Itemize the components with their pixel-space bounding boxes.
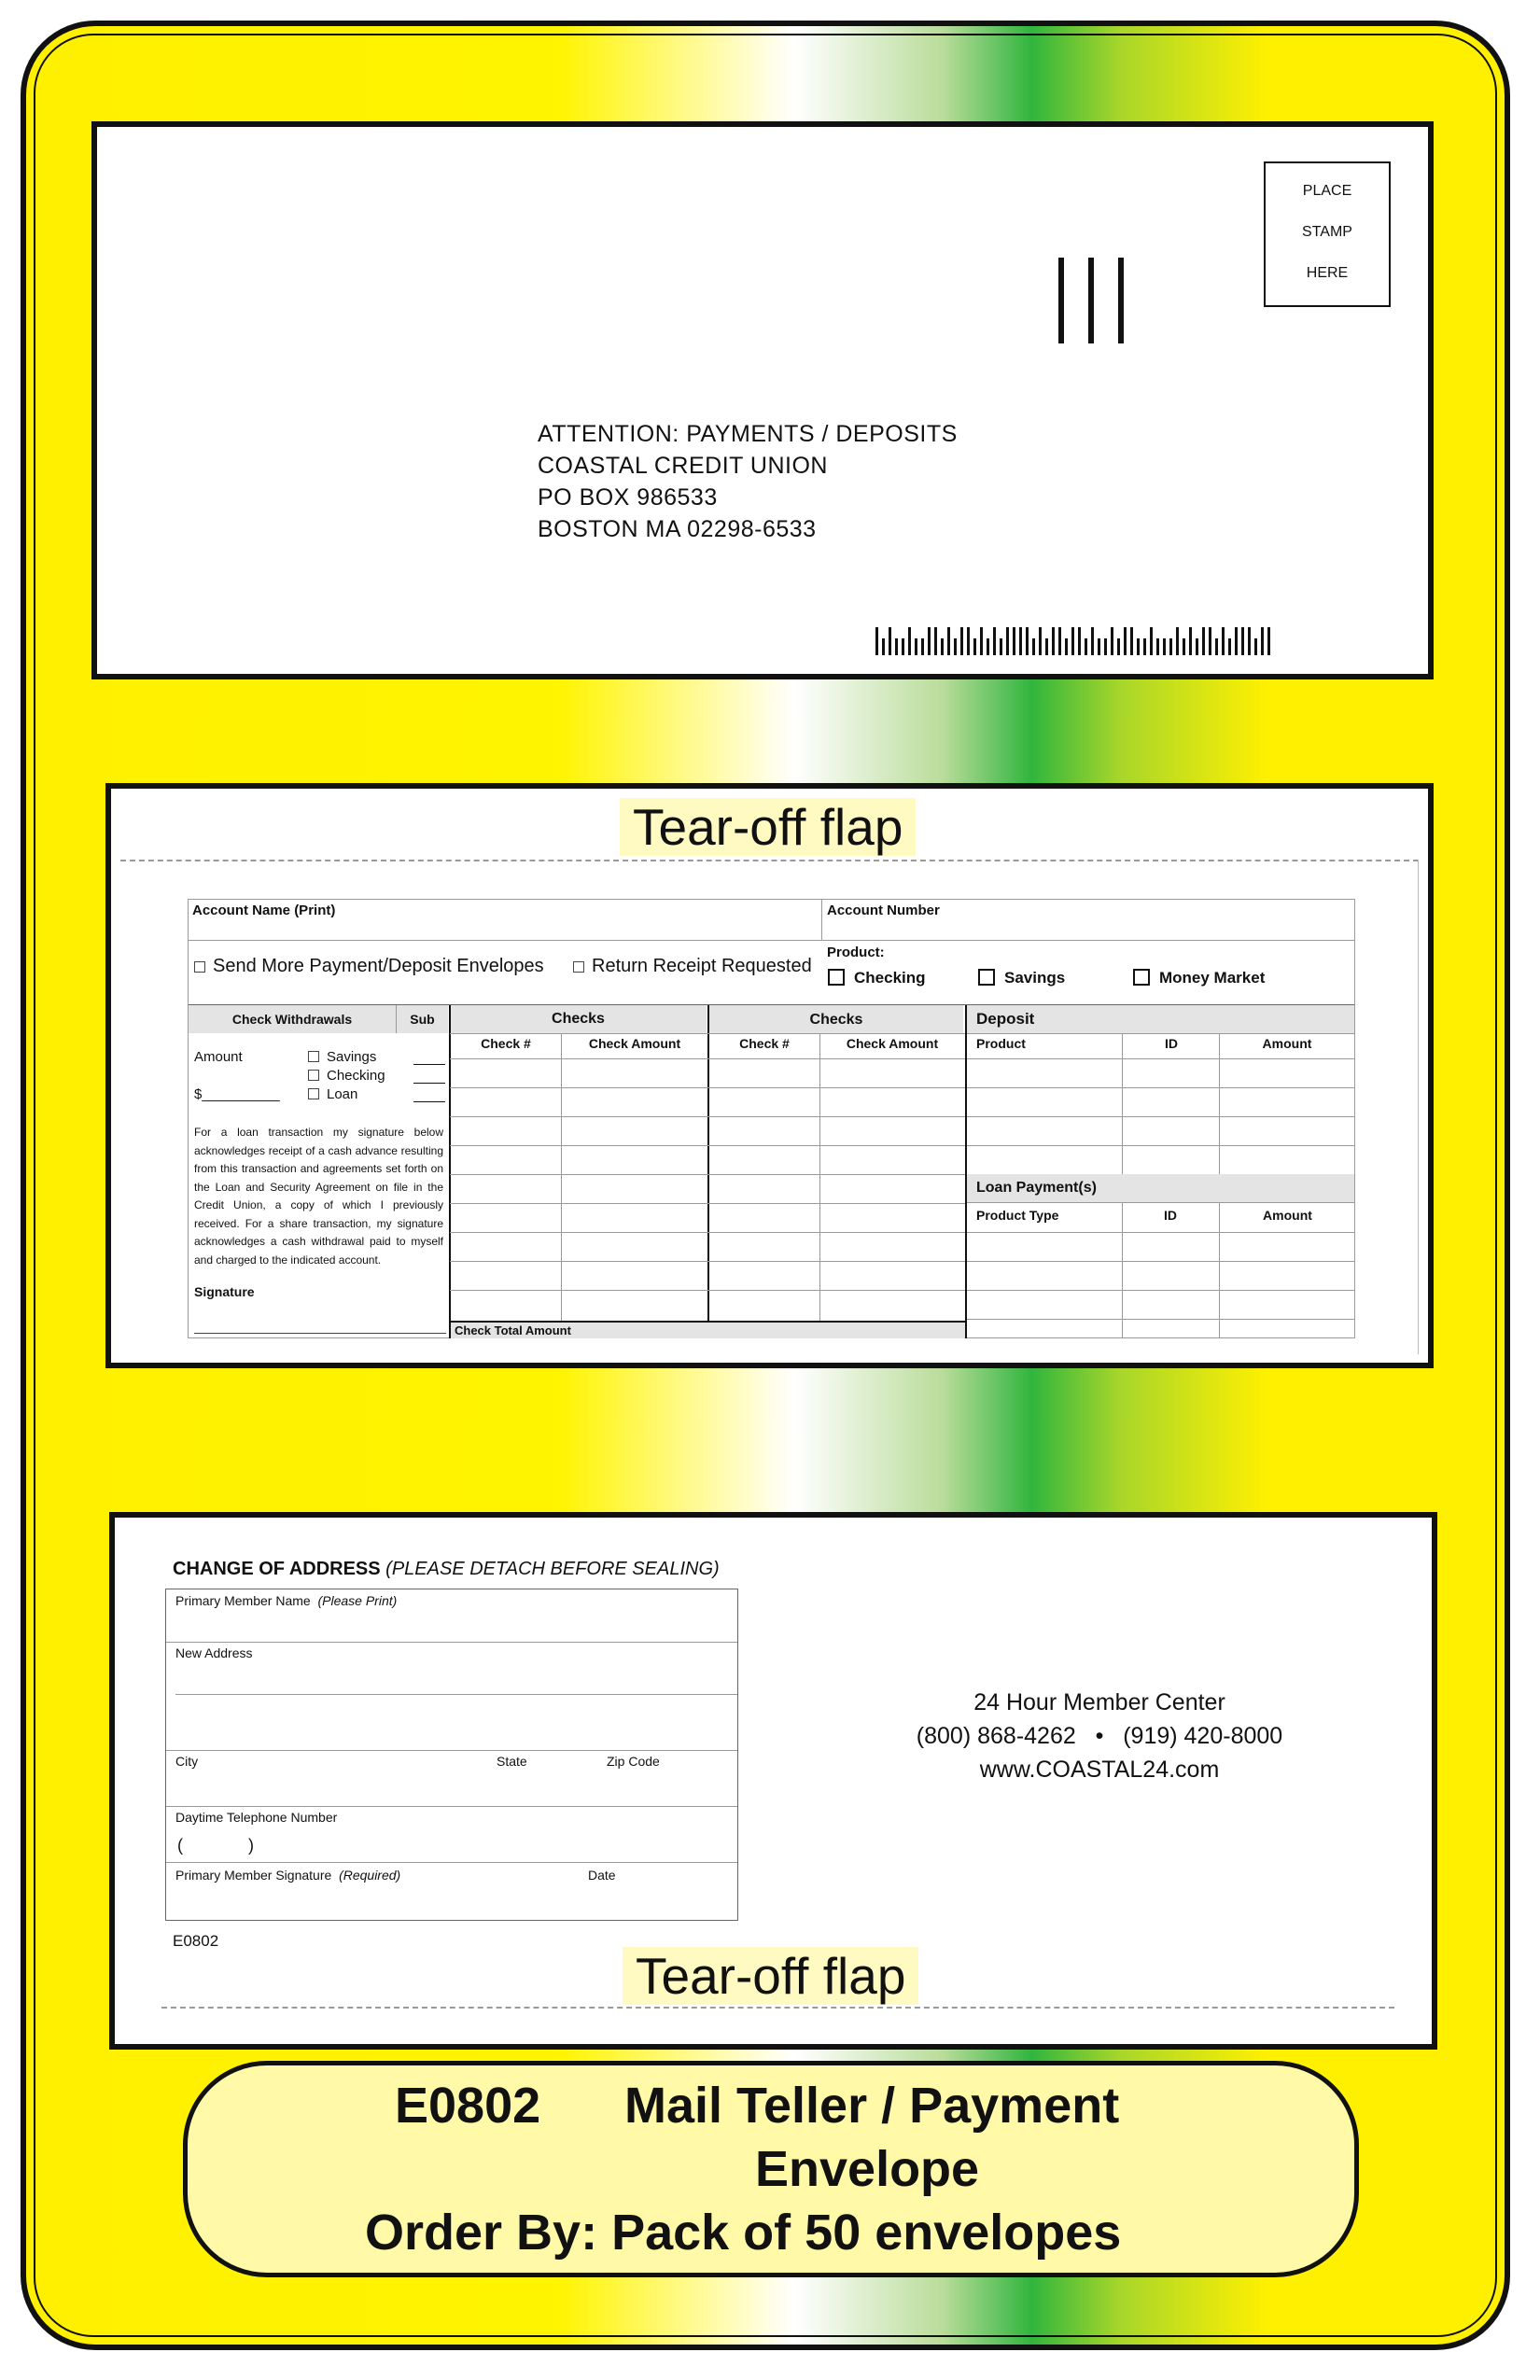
loan-id-header: ID <box>1123 1208 1218 1223</box>
deposit-form-grid <box>188 899 1355 1338</box>
tear-line-bottom <box>161 2007 1394 2009</box>
check-amount-header-2: Check Amount <box>846 1036 939 1051</box>
withdraw-savings-label: Savings <box>327 1049 377 1065</box>
product-checking-option[interactable] <box>828 969 926 987</box>
amount-dollar-field[interactable]: $__________ <box>194 1086 280 1102</box>
withdraw-loan-option[interactable] <box>308 1086 357 1102</box>
divider <box>166 1750 737 1751</box>
account-name-label: Account Name (Print) <box>192 903 336 918</box>
fim-bar-1 <box>1058 258 1064 343</box>
withdraw-checking-option[interactable] <box>308 1068 385 1084</box>
checks-label-2: Checks <box>809 1012 863 1028</box>
member-center-phone-2: (919) 420-8000 <box>1123 1723 1283 1749</box>
member-center-phone-1: (800) 868-4262 <box>916 1723 1076 1749</box>
sub-label: Sub <box>410 1012 435 1027</box>
divider <box>967 1202 1354 1203</box>
zip-code-label: Zip Code <box>607 1754 660 1769</box>
signature-line[interactable] <box>194 1333 446 1334</box>
divider <box>450 1145 965 1146</box>
withdraw-savings-option[interactable] <box>308 1049 376 1065</box>
tear-line-top <box>120 860 1419 861</box>
sub-line-2[interactable] <box>413 1083 445 1084</box>
deposit-id-header: ID <box>1165 1036 1178 1051</box>
money-market-checkbox[interactable] <box>1133 969 1150 986</box>
address-line-1: ATTENTION: PAYMENTS / DEPOSITS <box>538 421 958 447</box>
divider <box>967 1033 1354 1034</box>
check-withdrawals-label: Check Withdrawals <box>231 1012 353 1027</box>
divider <box>967 1087 1354 1088</box>
right-edge-line <box>1418 860 1419 1354</box>
divider <box>707 1005 709 1321</box>
checking-label: Checking <box>854 969 926 987</box>
divider <box>166 1642 737 1643</box>
order-by-line: Order By: Pack of 50 envelopes <box>365 2205 1122 2261</box>
zip-code-field[interactable] <box>607 1754 660 1769</box>
sub-header <box>397 1005 448 1033</box>
check-number-header-2: Check # <box>739 1036 790 1051</box>
divider <box>450 1174 965 1175</box>
account-number-field[interactable] <box>827 903 940 918</box>
account-name-field[interactable] <box>192 903 335 918</box>
divider <box>821 900 822 940</box>
stamp-line-3: HERE <box>1306 265 1349 281</box>
state-field[interactable] <box>497 1754 527 1769</box>
change-of-address-flap <box>109 1512 1437 2050</box>
divider <box>450 1261 965 1262</box>
coa-title-note: (PLEASE DETACH BEFORE SEALING) <box>385 1559 720 1579</box>
date-label: Date <box>588 1868 616 1883</box>
date-field[interactable] <box>588 1868 616 1883</box>
checks-label-1: Checks <box>552 1011 605 1027</box>
withdraw-checking-label: Checking <box>327 1068 385 1084</box>
product-label: Product: <box>827 945 885 960</box>
send-more-envelopes-option[interactable] <box>194 956 544 977</box>
divider <box>450 1033 965 1034</box>
address-line-4: BOSTON MA 02298-6533 <box>538 516 817 542</box>
divider <box>450 1290 965 1291</box>
deposit-amount-header: Amount <box>1262 1036 1312 1051</box>
member-signature-label: Primary Member Signature <box>175 1868 332 1883</box>
divider <box>450 1232 965 1233</box>
mailing-address <box>538 418 958 545</box>
divider <box>967 1319 1354 1320</box>
divider <box>166 1862 737 1863</box>
savings-label: Savings <box>1004 969 1066 987</box>
withdraw-loan-checkbox[interactable] <box>308 1088 319 1099</box>
member-center-title: 24 Hour Member Center <box>973 1689 1225 1715</box>
divider <box>450 1203 965 1204</box>
check-total-amount-row[interactable] <box>451 1323 965 1338</box>
loan-payments-label: Loan Payment(s) <box>976 1180 1097 1196</box>
check-total-label: Check Total Amount <box>455 1323 571 1337</box>
primary-name-label: Primary Member Name <box>175 1593 311 1608</box>
coa-form-box <box>165 1589 738 1921</box>
postal-barcode <box>875 627 1271 655</box>
state-label: State <box>497 1754 527 1769</box>
address-line-2: COASTAL CREDIT UNION <box>538 453 828 479</box>
divider <box>175 1694 737 1695</box>
divider <box>967 1145 1354 1146</box>
divider <box>450 1087 965 1088</box>
member-signature-field[interactable] <box>175 1868 400 1883</box>
bullet-separator: • <box>1095 1723 1104 1749</box>
deposit-label: Deposit <box>976 1010 1035 1028</box>
divider <box>967 1290 1354 1291</box>
sub-line-1[interactable] <box>413 1064 445 1065</box>
divider <box>189 940 1354 941</box>
product-caption <box>183 2061 1359 2277</box>
loan-amount-header: Amount <box>1221 1208 1354 1223</box>
city-label: City <box>175 1754 199 1769</box>
checking-checkbox[interactable] <box>828 969 845 986</box>
loan-product-type-header: Product Type <box>976 1208 1059 1223</box>
sub-line-3[interactable] <box>413 1101 445 1102</box>
stamp-box <box>1264 161 1391 307</box>
divider <box>967 1116 1354 1117</box>
coa-title-main: CHANGE OF ADDRESS <box>173 1559 381 1579</box>
loan-payments-header <box>967 1174 1354 1202</box>
money-market-label: Money Market <box>1159 969 1266 987</box>
return-receipt-label: Return Receipt Requested <box>592 956 812 976</box>
loan-disclaimer: For a loan transaction my signature below acknowledges receipt of a cash advance resulting from this transaction and agreements set forth on the Loan and Security Agreement on file in the Credit Union, a copy of which I previously received. For a share transaction, my signature acknowledges a cash withdrawal paid to myself and charged to the indicated account. <box>194 1126 443 1267</box>
daytime-phone-label: Daytime Telephone Number <box>175 1810 338 1825</box>
withdraw-savings-checkbox[interactable] <box>308 1051 319 1062</box>
return-receipt-checkbox[interactable] <box>573 961 584 973</box>
divider <box>965 1005 967 1338</box>
divider <box>967 1232 1354 1233</box>
member-center-phones <box>843 1719 1356 1753</box>
coa-title <box>173 1559 720 1580</box>
address-line-3: PO BOX 986533 <box>538 484 718 511</box>
product-name-line-1: Mail Teller / Payment <box>624 2078 1120 2134</box>
tear-off-flap-label-top: Tear-off flap <box>620 798 916 856</box>
stamp-line-2: STAMP <box>1302 224 1352 240</box>
fim-bar-3 <box>1118 258 1124 343</box>
product-money-market-option[interactable] <box>1133 969 1265 987</box>
divider <box>967 1058 1354 1059</box>
amount-label: Amount <box>194 1049 243 1065</box>
divider <box>450 1058 965 1059</box>
savings-checkbox[interactable] <box>978 969 995 986</box>
deposit-header <box>967 1005 1354 1033</box>
divider <box>561 1033 562 1321</box>
required-note: (Required) <box>339 1868 401 1883</box>
check-withdrawals-header <box>189 1005 396 1033</box>
product-name-line-2: Envelope <box>755 2141 980 2197</box>
send-more-checkbox[interactable] <box>194 961 205 973</box>
please-print-note: (Please Print) <box>317 1593 398 1608</box>
new-address-field[interactable] <box>175 1645 252 1660</box>
member-center-info <box>843 1686 1356 1786</box>
divider <box>450 1116 965 1117</box>
product-code: E0802 <box>395 2078 541 2134</box>
tear-off-flap-label-bottom: Tear-off flap <box>623 1947 918 2005</box>
checks-header-2 <box>709 1005 963 1033</box>
primary-member-name-field[interactable] <box>175 1593 397 1608</box>
check-amount-header-1: Check Amount <box>588 1036 681 1051</box>
city-field[interactable] <box>175 1754 198 1769</box>
account-number-label: Account Number <box>827 903 940 918</box>
fim-bar-2 <box>1088 258 1094 343</box>
form-code: E0802 <box>173 1932 219 1950</box>
daytime-phone-field[interactable] <box>175 1810 337 1825</box>
withdraw-loan-label: Loan <box>327 1086 358 1102</box>
send-more-label: Send More Payment/Deposit Envelopes <box>213 956 544 976</box>
new-address-label: New Address <box>175 1645 253 1660</box>
product-savings-option[interactable] <box>978 969 1065 987</box>
withdraw-checking-checkbox[interactable] <box>308 1070 319 1081</box>
tear-off-deposit-form <box>105 783 1434 1368</box>
return-receipt-option[interactable] <box>573 956 812 977</box>
divider <box>166 1806 737 1807</box>
stamp-line-1: PLACE <box>1302 183 1352 199</box>
deposit-product-header: Product <box>976 1036 1026 1051</box>
divider <box>967 1261 1354 1262</box>
divider <box>396 1005 397 1033</box>
check-number-header-1: Check # <box>481 1036 531 1051</box>
divider <box>819 1033 820 1321</box>
envelope-front <box>91 121 1434 679</box>
member-center-website[interactable]: www.COASTAL24.com <box>979 1757 1220 1783</box>
phone-area-code-parens: ( ) <box>177 1836 255 1855</box>
divider <box>449 1005 451 1338</box>
signature-label: Signature <box>194 1284 255 1299</box>
checks-header-1 <box>450 1005 707 1033</box>
